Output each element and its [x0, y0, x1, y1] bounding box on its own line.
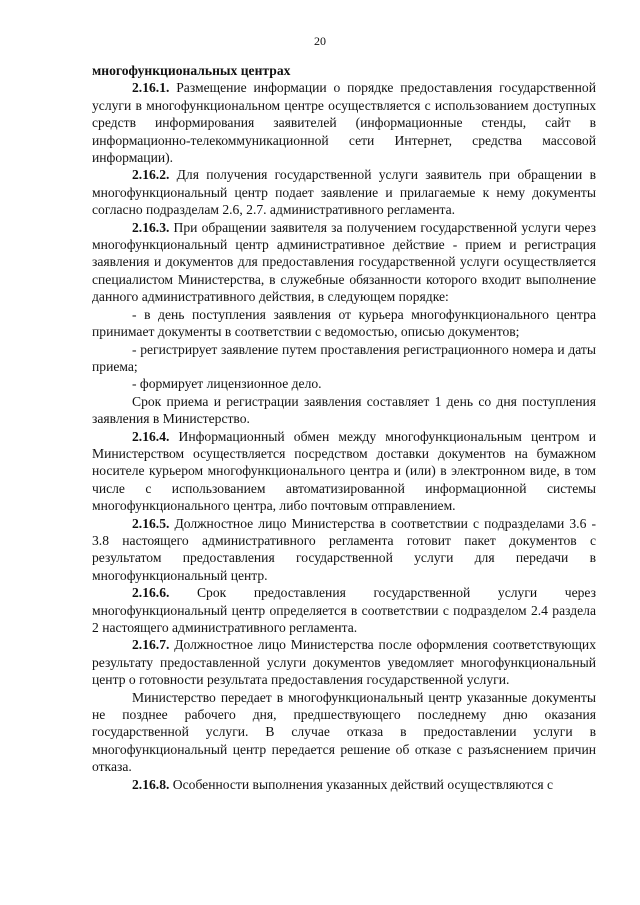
paragraph: [92, 393, 596, 428]
paragraph-text: - в день поступления заявления от курьера многофункционального центра принимает документы в соответствии с ведомостью, описью документов;: [92, 306, 596, 340]
paragraph-text: Должностное лицо Министерства в соответствии с подразделами 3.6 - 3.8 настоящего административного регламента готовит пакет документов с результатом предоставления государственной услуги для передачи в многофункциональный центр.: [92, 515, 596, 583]
paragraph: [92, 306, 596, 341]
paragraph-text: Срок предоставления государственной услуги через многофункциональный центр определяется в соответствии с подразделом 2.4 раздела 2 настоящего административного регламента.: [92, 585, 596, 635]
paragraph: [92, 79, 596, 166]
clause-number: 2.16.5.: [132, 515, 170, 531]
section-heading: многофункциональных центрах: [92, 63, 291, 78]
clause-number: 2.16.6.: [132, 585, 170, 601]
paragraph: [92, 219, 596, 306]
paragraph: [92, 166, 596, 218]
paragraph-list: [92, 79, 596, 793]
paragraph-text: Особенности выполнения указанных действий осуществляются с: [172, 776, 554, 792]
document-body: [92, 62, 596, 793]
paragraph: [92, 428, 596, 515]
paragraph-text: При обращении заявителя за получением государственной услуги через многофункциональный центр административное действие - прием и регистрация заявления и документов для предоставления государственной услуги осуществляется специалистом Министерства, в служебные обязанности которого входит выполнение данного административного действия, в следующем порядке:: [92, 219, 597, 305]
clause-number: 2.16.7.: [132, 637, 170, 653]
clause-number: 2.16.2.: [132, 167, 170, 183]
paragraph-text: Для получения государственной услуги заявитель при обращении в многофункциональный центр подает заявление и прилагаемые к нему документы согласно подразделам 2.6, 2.7. административного регламента.: [92, 167, 596, 218]
paragraph-text: Министерство передает в многофункциональный центр указанные документы не позднее рабочего дня, предшествующего последнему дню оказания государственной услуги. В случае отказа в предоставлении услуги в многофункциональный центр передается решение об отказе с разъяснением причин отказа.: [92, 689, 596, 775]
paragraph: [92, 636, 596, 688]
paragraph-text: Информационный обмен между многофункциональным центром и Министерством осуществляется посредством доставки документов на бумажном носителе курьером многофункционального центра и (или) в электронном виде, в том числе с использованием автоматизированной информационной системы многофункционального центра, либо почтовым отправлением.: [92, 428, 596, 514]
paragraph: [92, 341, 596, 376]
paragraph: [92, 515, 596, 585]
paragraph-text: - формирует лицензионное дело.: [132, 376, 322, 392]
paragraph: [92, 375, 596, 392]
paragraph-text: Должностное лицо Министерства после оформления соответствующих результату предоставленной услуги документов уведомляет многофункциональный центр о готовности результата предоставления государственной услуги.: [92, 637, 596, 688]
clause-number: 2.16.4.: [132, 428, 170, 444]
clause-number: 2.16.3.: [132, 219, 170, 235]
paragraph: [92, 689, 596, 776]
paragraph: [92, 584, 596, 636]
clause-number: 2.16.8.: [132, 776, 170, 792]
paragraph-text: Срок приема и регистрации заявления составляет 1 день со дня поступления заявления в Министерство.: [92, 393, 596, 427]
page-number: 20: [314, 34, 326, 48]
clause-number: 2.16.1.: [132, 80, 170, 96]
paragraph-text: Размещение информации о порядке предоставления государственной услуги в многофункциональном центре осуществляется с использованием доступных средств информирования заявителей (информационные стенды, сайт в информационно-телекоммуникационной сети Интернет, средства массовой информации).: [92, 80, 596, 166]
paragraph: [92, 776, 596, 793]
paragraph-text: - регистрирует заявление путем проставления регистрационного номера и даты приема;: [92, 341, 596, 374]
